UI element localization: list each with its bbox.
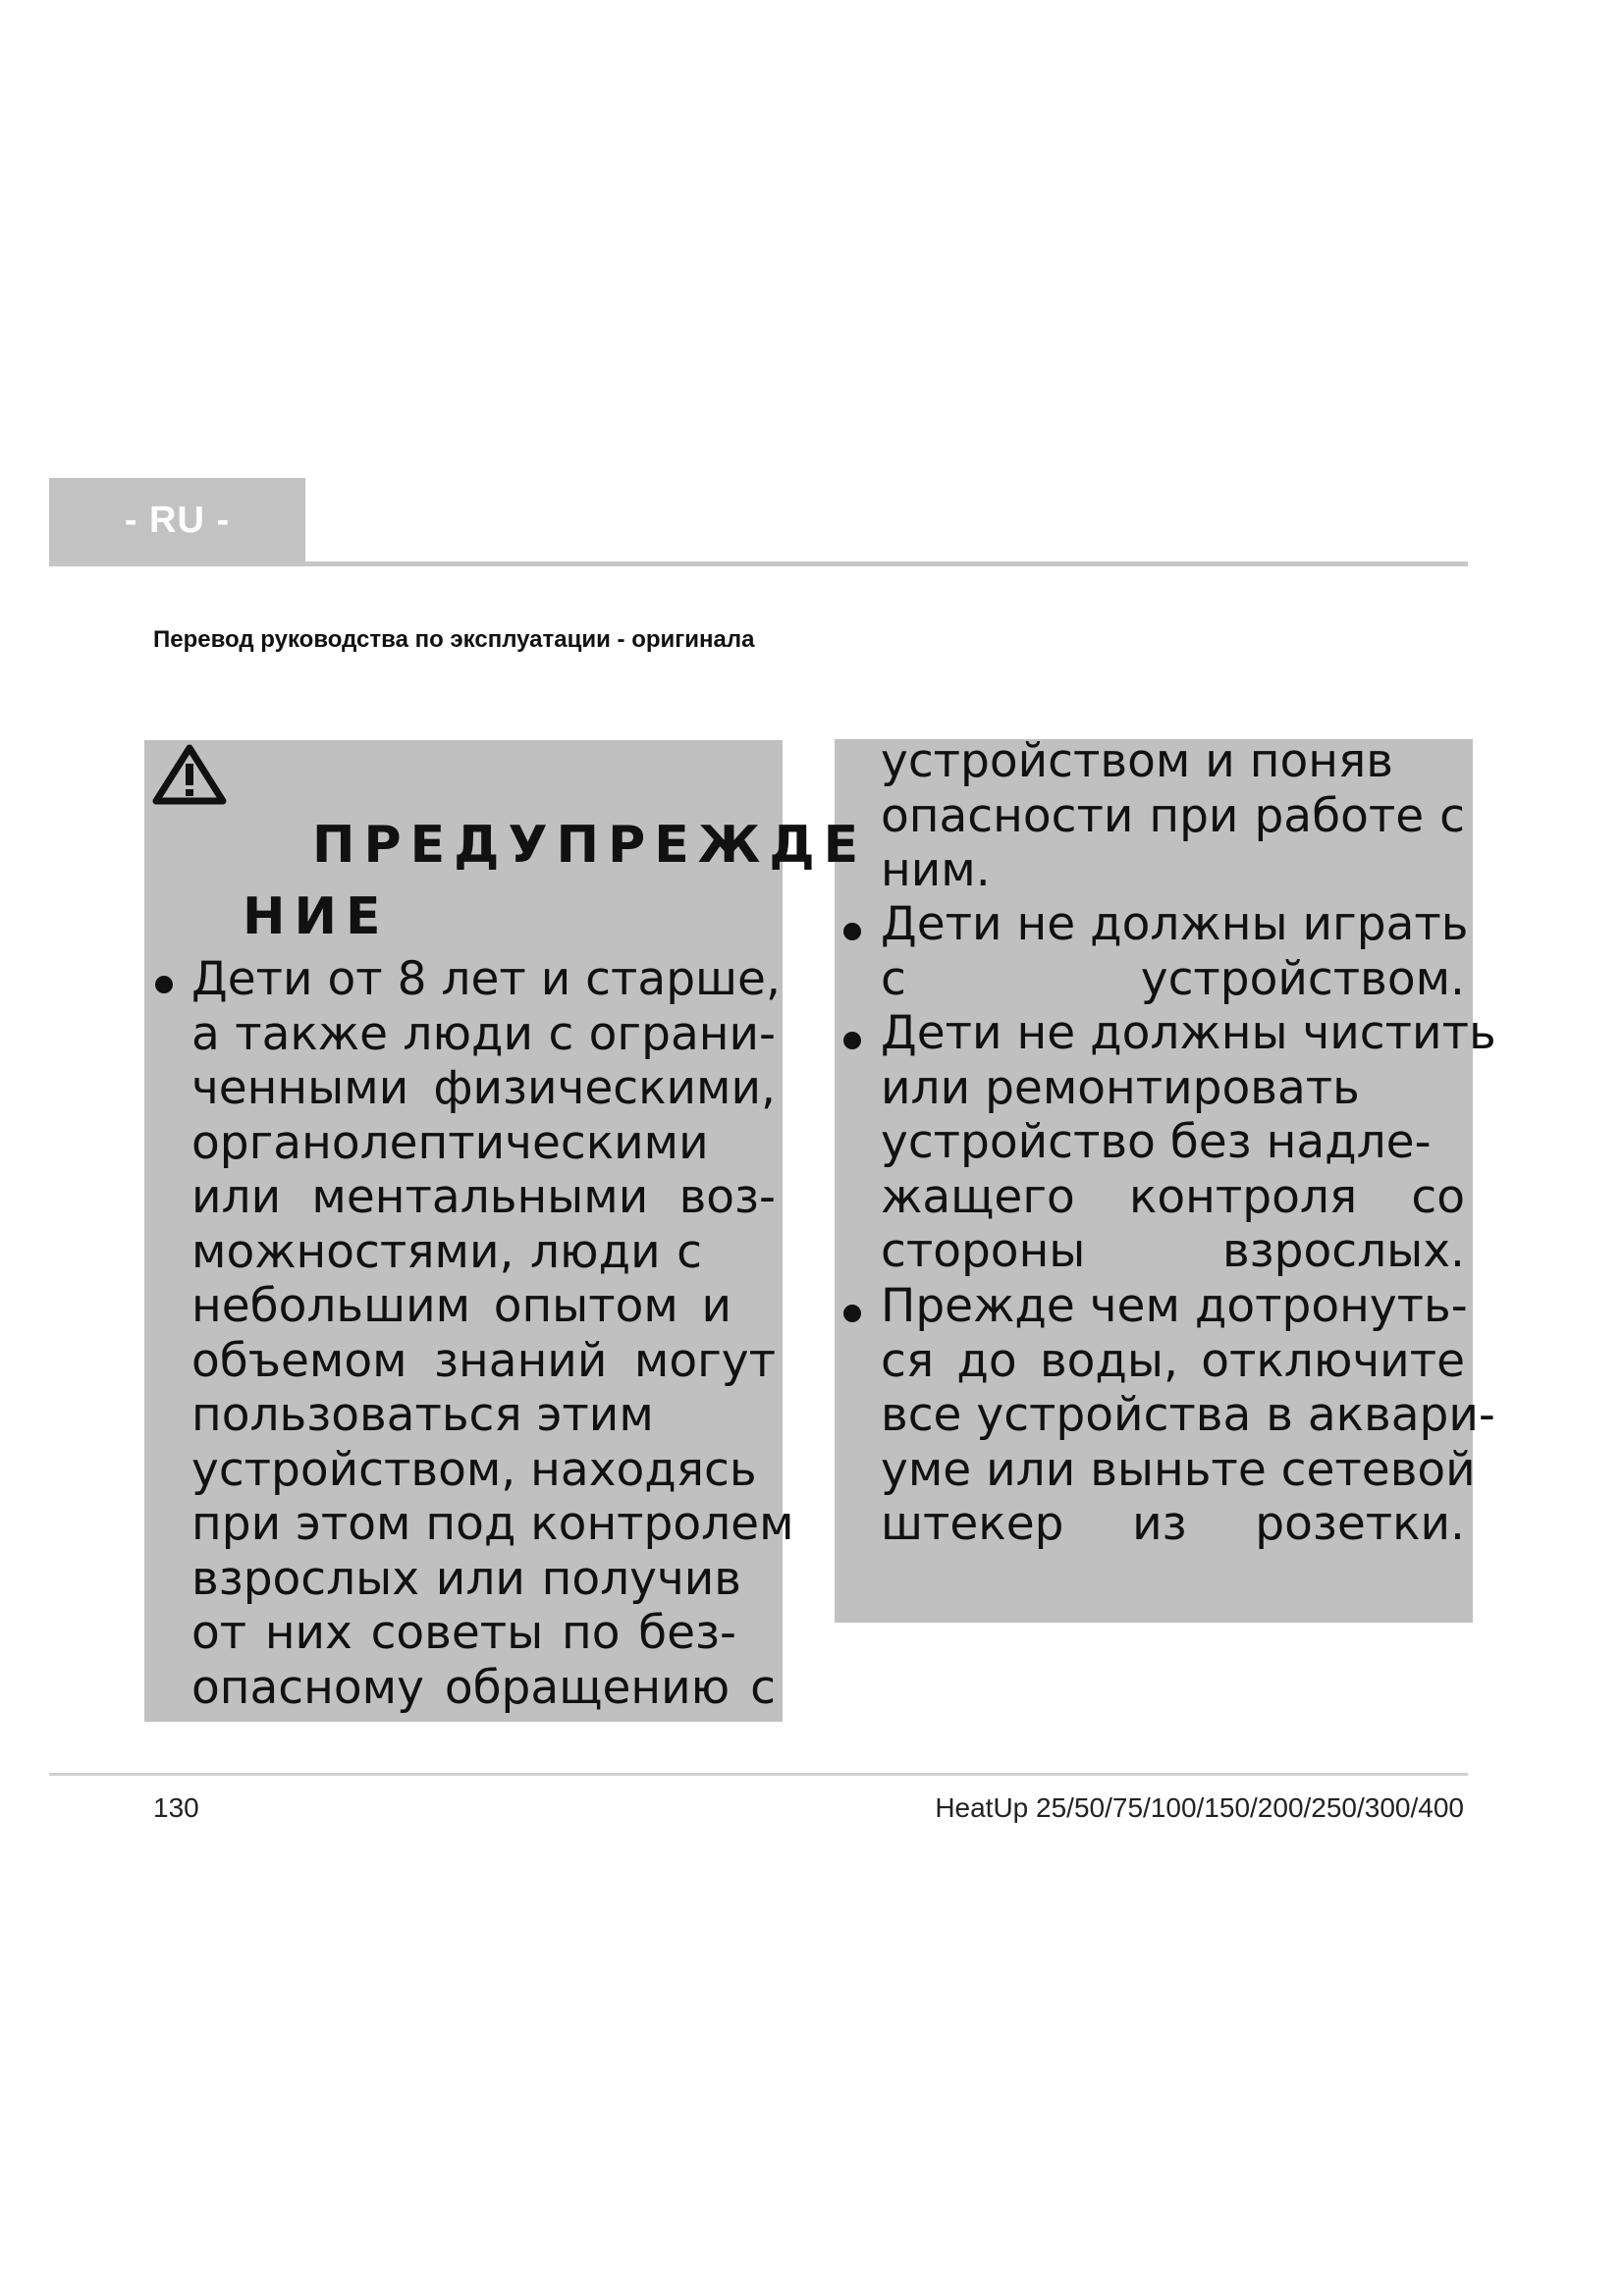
language-tab: - RU - [49, 478, 305, 563]
text-line: объемом знаний могут [191, 1333, 776, 1388]
page-number: 130 [153, 1792, 199, 1823]
warning-item-disconnect-power [881, 1279, 1495, 1552]
warning-title-line2: НИЕ [243, 887, 390, 946]
text-line: можностями, люди с [191, 1224, 702, 1279]
text-line: стороны взрослых. [881, 1224, 1465, 1278]
warning-paragraph-continuation [881, 734, 1465, 898]
text-line: Дети не должны чистить [881, 1006, 1496, 1060]
text-line: устройством и поняв [881, 734, 1393, 788]
text-line: взрослых или получив [191, 1551, 741, 1606]
text-line: или ремонтировать [881, 1060, 1360, 1115]
text-line: при этом под контролем [191, 1497, 794, 1551]
warning-triangle-icon [152, 744, 227, 805]
bullet-icon [155, 976, 173, 993]
header-divider [49, 561, 1468, 566]
text-line: или ментальными воз- [191, 1170, 776, 1224]
text-line: устройством, находясь [191, 1442, 757, 1497]
warning-item-no-play [881, 897, 1469, 1006]
text-line: жащего контроля со [881, 1169, 1465, 1224]
text-line: уме или выньте сетевой [881, 1442, 1476, 1497]
text-line: ся до воды, отключите [881, 1333, 1465, 1388]
warning-paragraph-children-supervision [191, 952, 794, 1715]
text-line: а также люди с ограни- [191, 1006, 776, 1061]
text-line: пользоваться этим [191, 1388, 654, 1442]
text-line: опасному обращению с [191, 1660, 776, 1715]
text-line: ним. [881, 843, 991, 897]
warning-title-line1: ПРЕДУПРЕЖДЕ [312, 816, 868, 875]
text-line: Дети не должны играть [881, 897, 1469, 951]
text-line: Прежде чем дотронуть- [881, 1279, 1468, 1333]
product-model: HeatUp 25/50/75/100/150/200/250/300/400 [935, 1792, 1464, 1823]
warning-item-no-cleaning [881, 1006, 1496, 1279]
footer-divider [49, 1773, 1468, 1776]
text-line: ченными физическими, [191, 1061, 776, 1115]
text-line: штекер из розетки. [881, 1497, 1465, 1551]
text-line: Дети от 8 лет и старше, [191, 952, 781, 1006]
document-subtitle: Перевод руководства по эксплуатации - оригинала [153, 626, 755, 653]
text-line: органолептическими [191, 1115, 709, 1170]
text-line: устройство без надле- [881, 1115, 1432, 1169]
text-line: все устройства в аквари- [881, 1388, 1495, 1442]
text-line: опасности при работе с [881, 788, 1465, 843]
bullet-icon [843, 923, 861, 940]
bullet-icon [843, 1032, 861, 1049]
bullet-icon [843, 1305, 861, 1322]
text-line: с устройством. [881, 951, 1465, 1006]
text-line: от них советы по без- [191, 1606, 736, 1660]
text-line: небольшим опытом и [191, 1279, 731, 1333]
